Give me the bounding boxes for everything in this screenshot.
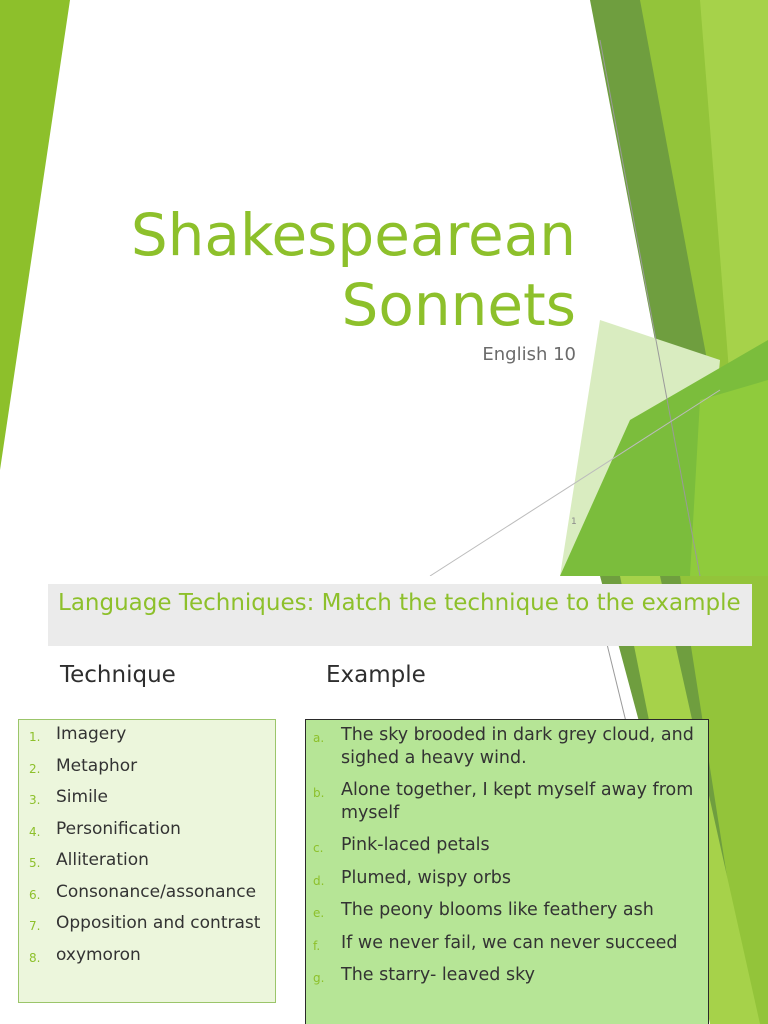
example-box — [305, 719, 709, 1024]
list-item — [29, 882, 275, 903]
list-marker: f. — [313, 938, 321, 953]
technique-text: Opposition and contrast — [56, 913, 261, 933]
list-item — [313, 867, 708, 890]
list-marker: d. — [313, 873, 325, 888]
technique-list — [19, 720, 275, 966]
slide-heading-banner: Language Techniques: Match the technique to the example — [48, 584, 752, 646]
list-item — [29, 787, 275, 808]
list-item — [313, 724, 708, 769]
example-text: If we never fail, we can never succeed — [341, 932, 678, 953]
list-marker: 4. — [29, 824, 41, 839]
example-text: Pink-laced petals — [341, 835, 490, 855]
list-item — [313, 899, 708, 922]
list-marker: a. — [313, 731, 325, 745]
example-list — [306, 720, 708, 987]
subtitle: English 10 — [482, 344, 576, 365]
example-text: Alone together, I kept myself away from myself — [341, 780, 694, 823]
list-marker: b. — [313, 786, 325, 800]
example-text: The sky brooded in dark grey cloud, and sighed a heavy wind. — [341, 725, 694, 768]
list-item — [29, 724, 275, 745]
list-marker: 2. — [29, 761, 41, 776]
technique-text: Consonance/assonance — [56, 881, 257, 902]
page-title — [56, 200, 576, 340]
technique-text: oxymoron — [56, 944, 141, 965]
list-marker: c. — [313, 841, 324, 855]
list-item — [29, 819, 275, 840]
list-marker: 3. — [29, 793, 41, 807]
list-marker: g. — [313, 971, 325, 985]
list-marker: 5. — [29, 856, 41, 870]
example-heading: Example — [326, 662, 426, 688]
list-item — [313, 932, 708, 955]
technique-box — [18, 719, 276, 1003]
title-line-2: Sonnets — [341, 271, 576, 339]
list-item — [29, 913, 275, 934]
list-marker: 8. — [29, 950, 41, 965]
list-item — [29, 756, 275, 777]
technique-text: Simile — [56, 787, 108, 807]
technique-text: Metaphor — [56, 755, 138, 776]
list-item — [313, 964, 708, 987]
title-line-1: Shakespearean — [130, 201, 576, 269]
techniques-slide — [0, 576, 768, 1024]
technique-text: Alliteration — [56, 850, 149, 870]
example-text: The starry- leaved sky — [341, 965, 535, 985]
list-item — [313, 834, 708, 857]
list-marker: 6. — [29, 887, 41, 902]
list-marker: 7. — [29, 919, 41, 933]
list-item — [29, 850, 275, 871]
list-item — [313, 779, 708, 824]
example-text: The peony blooms like feathery ash — [341, 900, 654, 920]
slide-number: 1 — [571, 517, 577, 527]
technique-text: Personification — [56, 818, 181, 839]
list-item — [29, 945, 275, 966]
list-marker: 1. — [29, 730, 41, 744]
example-text: Plumed, wispy orbs — [341, 867, 512, 888]
technique-heading: Technique — [60, 662, 176, 688]
technique-text: Imagery — [56, 724, 127, 744]
list-marker: e. — [313, 906, 325, 920]
